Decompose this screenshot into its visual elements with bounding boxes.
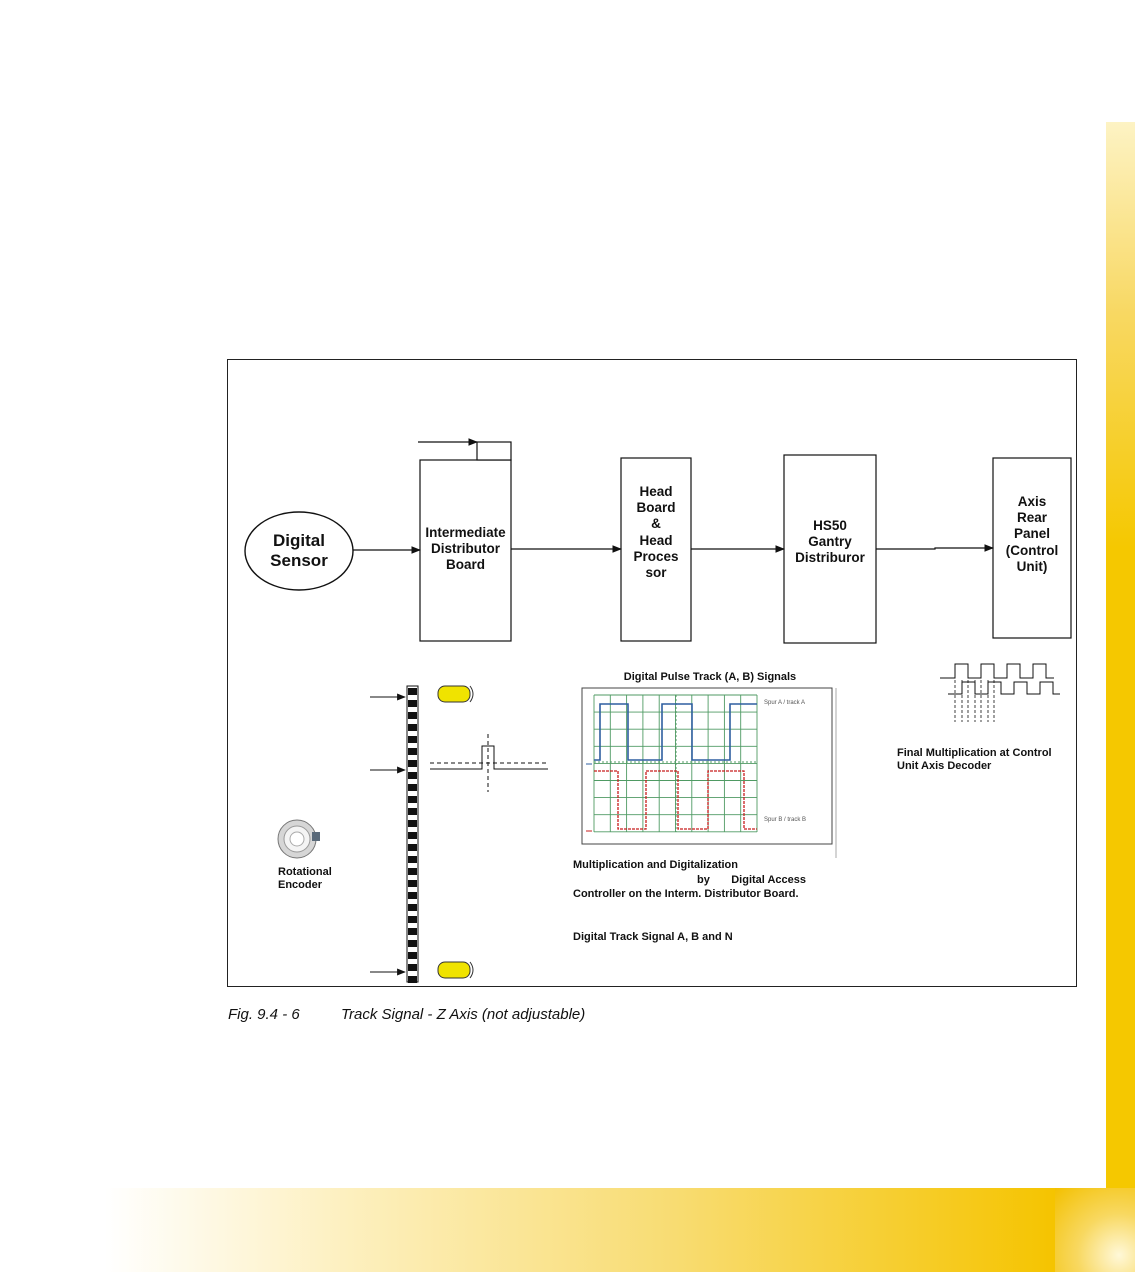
multiplication-line-2: by Digital Access	[697, 874, 807, 886]
strip-segment	[408, 688, 417, 695]
head-board-label: Head Board & Head Proces sor	[633, 484, 679, 580]
strip-segment	[408, 808, 417, 815]
axis-panel-label: Axis Rear Panel (Control Unit)	[1005, 494, 1059, 574]
strip-segment	[408, 760, 417, 767]
read-head-bottom	[438, 962, 473, 978]
strip-segment	[408, 844, 417, 851]
strip-segment	[408, 772, 417, 779]
strip-segment	[408, 700, 417, 707]
reference-pulse	[430, 734, 548, 792]
multiplication-line-1: Multiplication and Digitalization	[573, 859, 738, 871]
strip-segment	[408, 940, 417, 947]
figure-caption: Track Signal - Z Axis (not adjustable)	[341, 1006, 586, 1023]
strip-segment	[408, 856, 417, 863]
strip-segment	[408, 832, 417, 839]
strip-segment	[408, 964, 417, 971]
intermediate-board-tab	[477, 442, 511, 460]
multiplication-line-3: Controller on the Interm. Distributor Board.	[573, 888, 799, 900]
strip-segment	[408, 904, 417, 911]
oscilloscope-display	[582, 688, 836, 858]
strip-segment	[408, 916, 417, 923]
final-multiplication-label: Final Multiplication at Control Unit Axis Decoder	[897, 747, 1052, 773]
pulse-track-title: Digital Pulse Track (A, B) Signals	[623, 671, 797, 683]
strip-segment	[408, 868, 417, 875]
quadrature-signal-sketch	[940, 664, 1060, 722]
rotational-encoder-label: Rotational Encoder	[278, 866, 332, 892]
strip-segment	[408, 736, 417, 743]
strip-segment	[408, 724, 417, 731]
encoder-strip	[407, 686, 418, 983]
strip-segment	[408, 820, 417, 827]
strip-segment	[408, 712, 417, 719]
strip-segment	[408, 880, 417, 887]
arrow-gantry-to-panel	[876, 548, 993, 549]
strip-segment	[408, 976, 417, 983]
strip-segment	[408, 952, 417, 959]
strip-segment	[408, 796, 417, 803]
trace-a-label: Spur A / track A	[764, 700, 806, 706]
digital-sensor-label: Digital Sensor	[270, 531, 328, 571]
read-head-top	[438, 686, 473, 702]
trace-b-label: Spur B / track B	[764, 817, 807, 823]
strip-segment	[408, 928, 417, 935]
figure-number: Fig. 9.4 - 6	[228, 1006, 300, 1023]
gantry-label: HS50 Gantry Distriburor	[795, 518, 865, 566]
intermediate-board-label: Intermediate Distributor Board	[425, 525, 506, 573]
strip-segment	[408, 892, 417, 899]
track-signal-label: Digital Track Signal A, B and N	[573, 931, 733, 943]
rotational-encoder-icon	[278, 820, 320, 858]
strip-segment	[408, 784, 417, 791]
strip-segment	[408, 748, 417, 755]
